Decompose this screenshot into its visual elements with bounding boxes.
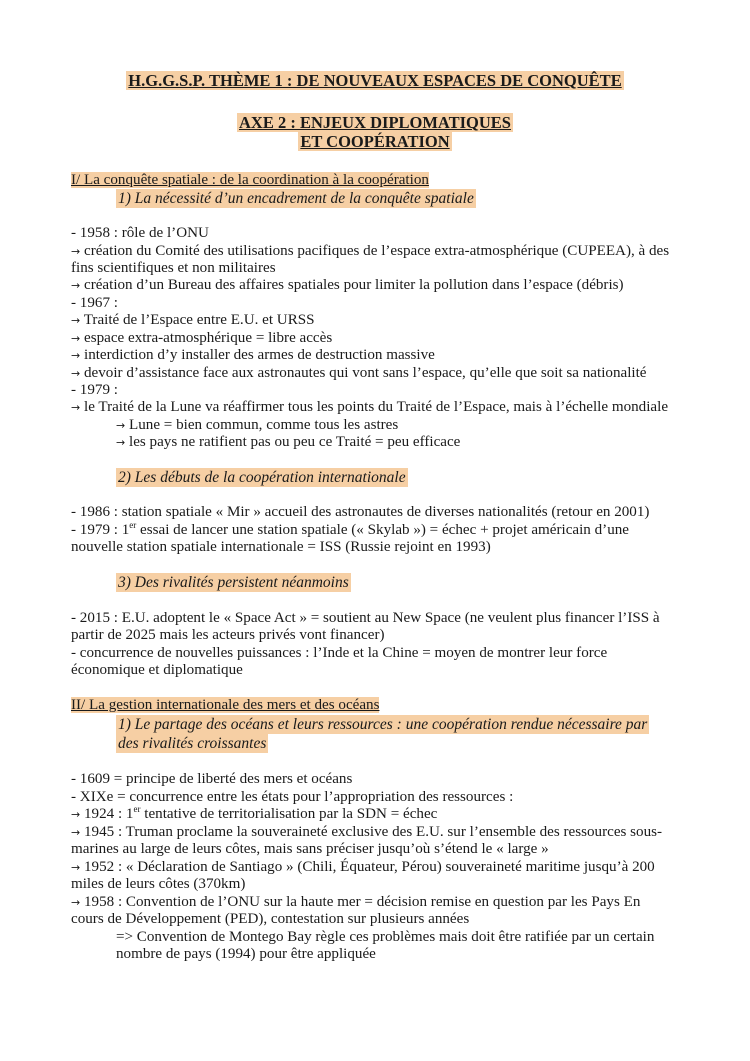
document-title bbox=[0, 72, 750, 89]
text-line-indented: nombre de pays (1994) pour être appliquée bbox=[116, 946, 376, 962]
document-title-text: H.G.G.S.P. THÈME 1 : DE NOUVEAUX ESPACES DE CONQUÊTE bbox=[128, 71, 622, 90]
text-line bbox=[71, 277, 624, 294]
part1-s3-heading bbox=[116, 574, 351, 591]
text-line bbox=[71, 824, 662, 841]
text-line bbox=[71, 243, 669, 260]
arrow-icon: → bbox=[116, 419, 126, 432]
text-line-content: 1945 : Truman proclame la souveraineté exclusive des E.U. sur l’ensemble des ressources sous- bbox=[84, 824, 663, 840]
text-line-indented bbox=[116, 434, 460, 451]
text-line-content: tentative de territorialisation par la SDN = échec bbox=[140, 806, 438, 822]
part1-s1-heading-text: 1) La nécessité d’un encadrement de la conquête spatiale bbox=[118, 190, 474, 207]
part2-s1-heading-line1 bbox=[116, 716, 649, 733]
text-line: - XIXe = concurrence entre les états pour l’appropriation des ressources : bbox=[71, 789, 514, 805]
text-line bbox=[71, 519, 629, 539]
part1-s1-heading bbox=[116, 190, 476, 207]
arrow-icon: → bbox=[71, 314, 81, 327]
arrow-icon: → bbox=[71, 245, 81, 258]
part2-heading-text: II/ La gestion internationale des mers et des océans bbox=[71, 697, 380, 713]
part1-s2-heading bbox=[116, 469, 408, 486]
arrow-icon: → bbox=[116, 436, 126, 449]
text-line-content: espace extra-atmosphérique = libre accès bbox=[84, 330, 333, 346]
text-line bbox=[71, 399, 668, 416]
text-line: marines au large de leurs côtes, mais sans préciser jusqu’où s’étend le « large » bbox=[71, 841, 549, 857]
text-line: - 1958 : rôle de l’ONU bbox=[71, 225, 209, 241]
part1-s2-heading-text: 2) Les débuts de la coopération internationale bbox=[118, 469, 406, 486]
arrow-icon: → bbox=[71, 332, 81, 345]
text-line-content: création du Comité des utilisations pacifiques de l’espace extra-atmosphérique (CUPEEA), à des bbox=[84, 243, 670, 259]
text-line: - 1609 = principe de liberté des mers et océans bbox=[71, 771, 353, 787]
part2-heading bbox=[71, 697, 379, 714]
superscript: er bbox=[129, 519, 137, 530]
axe-title-line2 bbox=[0, 133, 750, 150]
text-line: cours de Développement (PED), contestation sur plusieurs années bbox=[71, 911, 470, 927]
arrow-icon: → bbox=[71, 367, 81, 380]
axe-title-line1-text: AXE 2 : ENJEUX DIPLOMATIQUES bbox=[239, 113, 511, 132]
text-line-content: - 1979 : 1 bbox=[71, 522, 130, 538]
text-line: économique et diplomatique bbox=[71, 662, 243, 678]
arrow-icon: → bbox=[71, 861, 81, 874]
text-line-indented: => Convention de Montego Bay règle ces problèmes mais doit être ratifiée par un certain bbox=[116, 929, 655, 945]
text-line: - 1979 : bbox=[71, 382, 118, 398]
text-line-content: Lune = bien commun, comme tous les astres bbox=[129, 417, 399, 433]
arrow-icon: → bbox=[71, 896, 81, 909]
part1-s3-heading-text: 3) Des rivalités persistent néanmoins bbox=[118, 574, 349, 591]
text-line bbox=[71, 859, 655, 876]
text-line-content: essai de lancer une station spatiale (« Skylab ») = échec + projet américain d’une bbox=[136, 522, 629, 538]
text-line bbox=[71, 803, 438, 823]
text-line: miles de leurs côtes (370km) bbox=[71, 876, 246, 892]
arrow-icon: → bbox=[71, 349, 81, 362]
text-line-content: devoir d’assistance face aux astronautes qui vont sans l’espace, qu’elle que soit sa nationalité bbox=[84, 365, 647, 381]
text-line-content: les pays ne ratifient pas ou peu ce Traité = peu efficace bbox=[129, 434, 461, 450]
text-line: - 1986 : station spatiale « Mir » accueil des astronautes de diverses nationalités (retour en 2001) bbox=[71, 504, 650, 520]
axe-title-line1 bbox=[0, 114, 750, 131]
part2-s1-heading-text: des rivalités croissantes bbox=[118, 735, 267, 752]
text-line-indented bbox=[116, 417, 398, 434]
arrow-icon: → bbox=[71, 808, 81, 821]
text-line-content: 1958 : Convention de l’ONU sur la haute mer = décision remise en question par les Pays En bbox=[84, 894, 641, 910]
arrow-icon: → bbox=[71, 401, 81, 414]
text-line-content: 1924 : 1 bbox=[84, 806, 134, 822]
text-line bbox=[71, 347, 435, 364]
part2-s1-heading-line2 bbox=[116, 735, 268, 752]
superscript: er bbox=[133, 803, 141, 814]
arrow-icon: → bbox=[71, 279, 81, 292]
text-line: - 1967 : bbox=[71, 295, 118, 311]
text-line: nouvelle station spatiale internationale = ISS (Russie rejoint en 1993) bbox=[71, 539, 491, 555]
text-line-content: interdiction d’y installer des armes de destruction massive bbox=[84, 347, 435, 363]
text-line-content: Traité de l’Espace entre E.U. et URSS bbox=[83, 312, 315, 328]
part1-heading bbox=[71, 172, 429, 189]
axe-title-line2-text: ET COOPÉRATION bbox=[300, 132, 450, 151]
text-line bbox=[71, 894, 640, 911]
text-line bbox=[71, 312, 315, 329]
arrow-icon: → bbox=[71, 826, 81, 839]
text-line: partir de 2025 mais les acteurs privés vont financer) bbox=[71, 627, 385, 643]
text-line-content: création d’un Bureau des affaires spatiales pour limiter la pollution dans l’espace (débris) bbox=[84, 277, 624, 293]
text-line: fins scientifiques et non militaires bbox=[71, 260, 276, 276]
text-line bbox=[71, 330, 332, 347]
text-line-content: le Traité de la Lune va réaffirmer tous les points du Traité de l’Espace, mais à l’échelle mondiale bbox=[84, 399, 669, 415]
text-line-content: 1952 : « Déclaration de Santiago » (Chili, Équateur, Pérou) souveraineté maritime jusqu’à 200 bbox=[84, 859, 655, 875]
part1-heading-text: I/ La conquête spatiale : de la coordination à la coopération bbox=[71, 172, 429, 188]
text-line bbox=[71, 365, 646, 382]
text-line: - 2015 : E.U. adoptent le « Space Act » = soutient au New Space (ne veulent plus financer l’ISS à bbox=[71, 610, 660, 626]
text-line: - concurrence de nouvelles puissances : l’Inde et la Chine = moyen de montrer leur force bbox=[71, 645, 608, 661]
part2-s1-heading-text: 1) Le partage des océans et leurs ressources : une coopération rendue nécessaire par bbox=[118, 716, 648, 733]
